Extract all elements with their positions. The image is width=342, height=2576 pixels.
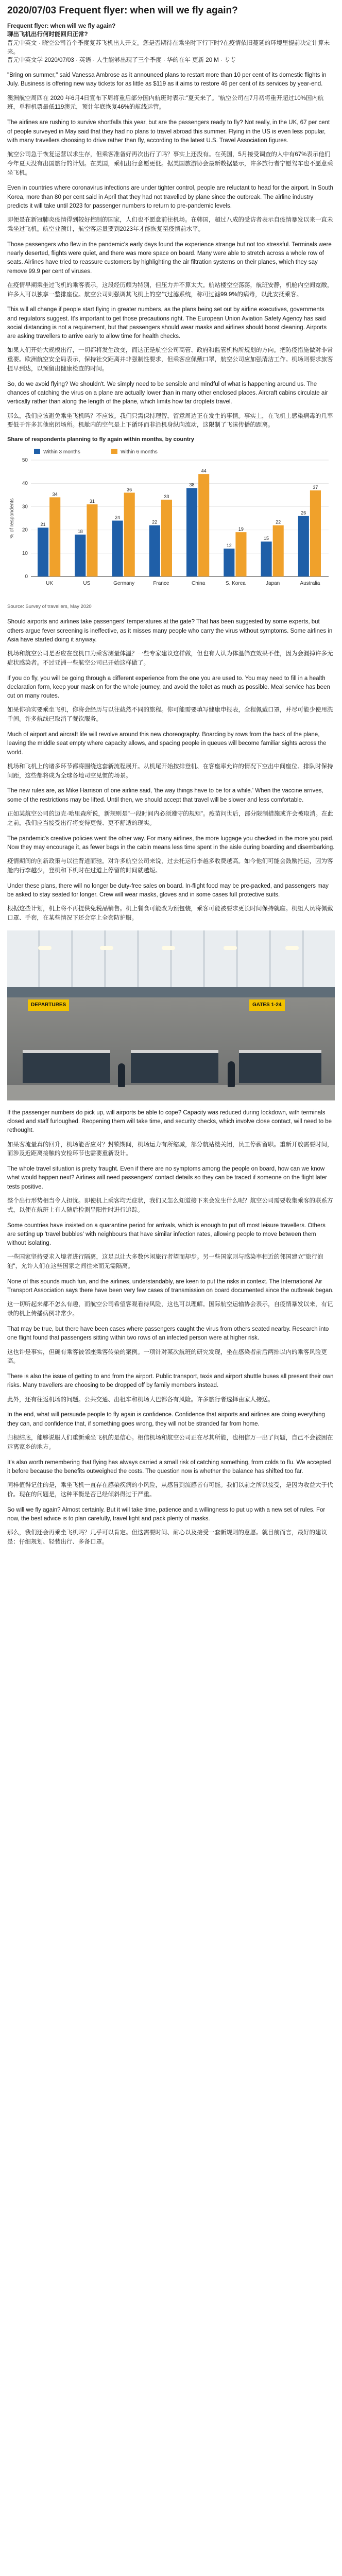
bar — [224, 549, 234, 577]
paragraph-en: That may be true, but there have been cases where passengers caught the virus from others seated nearby. Research into one flight found that passengers sitting within two rows of an infected person were at higher risk. — [7, 1326, 329, 1342]
paragraph-en: In the end, what will persuade people to fly again is confidence. Confidence that airports and airlines are doing everything they can, and confidence that, if something goes wrong, they will not be stranded far from home. — [7, 1412, 325, 1427]
x-tick-label: S. Korea — [225, 581, 246, 587]
paragraph-zh: 根据这些计划，机上将不再提供免税品销售。机上餐食可能改为预包装，乘客可能被要求更长时间保持就座。机组人员将佩戴口罩、手套，在某些情况下还会穿上全套防护服。 — [7, 906, 333, 921]
paragraph-zh: 如果人们开始大规模出行，一切都将发生改变，而这正是航空公司高管、政府和监管机构所规划的方向。把防疫措施做对非常重要。欧洲航空安全局表示，保持社交距离并非强制性要求，但乘客应佩戴口罩，航空公司应加强清洁工作。机场则要求旅客提早到达，以预留出健康检查的时间。 — [7, 347, 333, 372]
x-tick-label: Germany — [113, 581, 135, 587]
bar-value-label: 24 — [115, 515, 121, 520]
airport-hall-photo — [7, 930, 335, 1100]
photo-checkin-desk — [239, 1050, 321, 1083]
bar — [198, 474, 209, 577]
paragraph-zh: 航空公司急于恢复运营以求生存，但乘客准备好再次出行了吗？事实上还没有。在英国，5月接受调查的人中有67%表示他们今年夏天没有出国旅行的计划。在美国，乘机出行意愿更低。据美国旅游协会最新数据显示，许多旅行者宁愿驾车也不愿意乘坐飞机。 — [7, 151, 333, 176]
legend-label: Within 3 months — [43, 449, 80, 455]
paragraph-en: Should airports and airlines take passengers' temperatures at the gate? That has been suggested by some experts, but others argue fever screening is ineffective, as it misses many people who carry the virus without symptoms. Some airlines in Asia have started doing it anyway. — [7, 619, 333, 643]
bar-value-label: 12 — [226, 543, 232, 549]
bar-value-label: 36 — [127, 487, 132, 493]
paragraph-zh: 这也许是事实，但确有乘客被邻座乘客传染的案例。一项针对某次航班的研究发现，坐在感染者前后两排以内的乘客风险更高。 — [7, 1349, 327, 1365]
bar — [75, 535, 86, 577]
photo-lamp — [224, 946, 237, 950]
paragraph-en: So, do we avoid flying? We shouldn't. We simply need to be sensible and mindful of what is happening around us. The chances of catching the virus on a plane are actually lower than in many other enclosed places. Aircraft cabins circulate air vertically rather than along the length of the plane, which limits how far droplets travel. — [7, 381, 328, 405]
article-section-1 — [7, 71, 335, 430]
paragraph-en: Even in countries where coronavirus infections are under tighter control, people are reluctant to head for the airport. In South Korea, more than 80 per cent said in April that they had not travelled by plane since the outbreak. The airline industry predicts it will take until 2023 for passenger numbers to return to pre-pandemic levels. — [7, 185, 333, 209]
paragraph-zh: 机场和飞机上的诸多环节都将围绕这套新流程展开。从机尾开始按排登机、在客座率允许的情况下空出中间座位、排队时保持间距，这些都将成为全球各地司空见惯的场景。 — [7, 763, 333, 779]
byline-zh: 晋元中英文 · 晓空公司首个季度复苏飞机出人开支。您是否期待在乘坐时下行下时?在疫情依旧蔓延的环境里提前决定计算未来。 — [7, 40, 330, 55]
paragraph-zh: 同样值得记住的是，乘坐飞机一直存在感染疾病的小风险，从感冒到流感皆有可能。我们以前之所以接受，是因为收益大于代价。现在的问题是，这种平衡是否已经倾斜得过于严重。 — [7, 1482, 333, 1498]
article-section-3 — [7, 1109, 335, 1547]
paragraph-en: The new rules are, as Mike Harrison of one airline said, 'the way things have to be for a while.' When the vaccine arrives, some of the restrictions may be lifted. Until then, we should accept that travel will be slower and less comfortable. — [7, 788, 323, 803]
legend-label: Within 6 months — [121, 449, 158, 455]
bar — [38, 528, 48, 577]
bar — [149, 526, 160, 577]
paragraph-zh: 此外，还有往返机场的问题。公共交通、出租车和机场大巴都各有风险。许多旅行者选择由家人接送。 — [7, 1396, 274, 1403]
bar-value-label: 22 — [276, 519, 281, 525]
paragraph-zh: 那么，我们应该避免乘坐飞机吗？不应该。我们只需保持理智，留意周边正在发生的事情。事实上，在飞机上感染病毒的几率要低于许多其他密闭场所。机舱内的空气是上下循环而非沿机身纵向流动，这限制了飞沫传播的距离。 — [7, 413, 333, 429]
bar-value-label: 31 — [89, 499, 95, 504]
bar — [261, 541, 272, 577]
bar-value-label: 21 — [40, 522, 46, 528]
date-line-zh: 晋元中英文学 2020/07/03 · 英语 · 人生能够出现了三个季度 · 华的在年 更新 20 M · 专专 — [7, 57, 236, 64]
x-tick-label: Australia — [300, 581, 320, 587]
paragraph-en: None of this sounds much fun, and the airlines, understandably, are keen to put the risks in context. The International Air Transport Association says there have been very few cases of transmission on board documented since the outbreak began. — [7, 1278, 334, 1294]
bar — [298, 516, 309, 577]
x-tick-label: France — [153, 581, 169, 587]
bar-value-label: 37 — [313, 485, 318, 490]
photo-person — [228, 1061, 235, 1087]
paragraph-zh: 澳洲航空周四在 2020 年6月4日宣布下周将重启部分国内航班时表示:"夏天来了。"航空公司在7月初将重开超过10%国内航班，单程机票最低119澳元，预计年底恢复46%的航线运营。 — [7, 95, 324, 111]
x-tick-label: China — [192, 581, 206, 587]
paragraph-zh: 一些国家坚持要求入境者进行隔离，这足以让大多数休闲旅行者望而却步。另一些国家则与感染率相近的邻国建立"旅行泡泡"，允许人们在这些国家之间往来而无需隔离。 — [7, 1254, 323, 1270]
bar — [124, 493, 135, 577]
paragraph-zh: 那么，我们还会再乘坐飞机吗？几乎可以肯定。但这需要时间、耐心以及接受一套新规则的意愿。就目前而言，最好的建议是：仔细规划、轻装出行、多备口罩。 — [7, 1530, 327, 1546]
subtitle-zh: 聊出飞机出行何时能回归正常? — [7, 31, 88, 38]
bar-value-label: 44 — [201, 468, 207, 474]
paragraph-en: It's also worth remembering that flying has always carried a small risk of catching something, from colds to flu. We accepted it before because the benefits outweighed the costs. The question now is whether the balance has shifted too far. — [7, 1459, 331, 1475]
paragraph-zh: 疫情期间的创新政策与以往背道而驰。对许多航空公司来说，过去托运行李越多收费越高。如今他们可能会鼓励托运，因为客舱内行李越少，登机和下机时在过道上停留的时间就越短。 — [7, 858, 333, 874]
paragraph-en: The airlines are rushing to survive shortfalls this year, but are the passengers ready to fly? Not really, in the UK, 67 per cent of people surveyed in May said that they had no plans to travel abroad this summer. Flying in the US is even less popular, with many travellers choosing to drive rather than fly, according to the latest U.S. Travel Association figures. — [7, 120, 330, 144]
bar — [273, 526, 284, 577]
paragraph-en: Those passengers who flew in the pandemic's early days found the experience strange but not too stressful. Terminals were nearly deserted, flights were quiet, and there was more space on board. Many were able to stretch across a whole row of seats. Airlines have tried to reassure customers by highlighting the air filtration systems on their planes, which they say remove 99.9 per cent of viruses. — [7, 241, 332, 275]
y-tick-label: 30 — [22, 504, 28, 510]
bar-value-label: 34 — [52, 492, 58, 497]
paragraph-zh: 即便是在新冠肺炎疫情得到较好控制的国家，人们也不愿意前往机场。在韩国，超过八成的受访者表示自疫情暴发以来一直未乘坐过飞机。航空业预计，航空客运量要到2023年才能恢复至疫情前水平。 — [7, 217, 333, 233]
paragraph-en: This will all change if people start flying in greater numbers, as the plans being set out by airline executives, governments and regulators suggest. It's important to get those precautions right. The European Union Aviation Safety Agency has said social distancing is not a requirement, but that passengers should wear masks and airlines should boost cleaning. Airports are asking travellers to arrive early to allow time for health checks. — [7, 307, 327, 340]
paragraph-en: The pandemic's creative policies went the other way. For many airlines, the more luggage you checked in the more you paid. Now they may encourage it, as fewer bags in the cabin means less time spent in the aisle during boarding and disembarking. — [7, 835, 335, 851]
y-tick-label: 50 — [22, 457, 28, 464]
paragraph-zh: 归根结底，能够说服人们重新乘坐飞机的是信心。相信机场和航空公司正在尽其所能，也相信万一出了问题，自己不会被困在远离家乡的地方。 — [7, 1434, 333, 1450]
bar — [112, 521, 123, 577]
chart-title: Share of respondents planning to fly again within months, by country — [7, 436, 195, 443]
bar-value-label: 15 — [264, 536, 269, 541]
subtitle-en: Frequent flyer: when will we fly again? — [7, 23, 116, 29]
bar — [235, 532, 246, 577]
paragraph-en: There is also the issue of getting to and from the airport. Public transport, taxis and airport shuttle buses all present their own risks. Many travellers are choosing to be dropped off by family members instead. — [7, 1374, 334, 1389]
chart-source: Source: Survey of travellers, May 2020 — [7, 604, 92, 610]
bar-value-label: 22 — [152, 519, 158, 525]
bar — [186, 488, 197, 577]
article-section-2 — [7, 618, 335, 923]
photo-lamp — [100, 946, 113, 950]
photo-sign-gates: GATES 1-24 — [249, 999, 285, 1011]
bar — [49, 498, 60, 577]
paragraph-zh: 机场和航空公司是否应在登机口为乘客测量体温？一些专家建议这样做，但也有人认为体温筛查效果不佳，因为会漏掉许多无症状感染者。不过亚洲一些航空公司已开始这样做了。 — [7, 651, 333, 666]
x-tick-label: UK — [46, 581, 54, 587]
paragraph-en: Under these plans, there will no longer be duty-free sales on board. In-flight food may be pre-packed, and passengers may be asked to stay seated for longer. Crew will wear masks, gloves and in some cases full protective suits. — [7, 883, 329, 898]
paragraph-en: Some countries have insisted on a quarantine period for arrivals, which is enough to put off most leisure travellers. Others are setting up 'travel bubbles' with neighbours that have similar infection rates, allowing people to move between them without isolating. — [7, 1222, 326, 1247]
paragraph-zh: 这一切听起来都不怎么有趣，而航空公司希望客观看待风险，这也可以理解。国际航空运输协会表示，自疫情暴发以来，有记录的机上传播病例非常少。 — [7, 1301, 333, 1317]
photo-ceiling — [7, 930, 335, 987]
paragraph-zh: 整个出行形势相当令人担忧。即使机上乘客均无症状，我们又怎么知道接下来会发生什么呢？航空公司需要收集乘客的联系方式，以便在航班上有人随后检测呈阳性时进行追踪。 — [7, 1197, 333, 1213]
bar-value-label: 38 — [189, 482, 195, 488]
paragraph-zh: 正如某航空公司的迈克·哈里森所说，新规则是"一段时间内必须遵守的规矩"。疫苗问世后，部分限制措施或许会被取消。在此之前，我们应当接受出行将变得更慢、更不舒适的现实。 — [7, 810, 333, 826]
bar — [310, 490, 321, 577]
y-tick-label: 20 — [22, 527, 28, 533]
x-tick-label: Japan — [266, 581, 280, 587]
photo-checkin-desk — [131, 1050, 218, 1083]
paragraph-en: "Bring on summer," said Vanessa Ambrose as it announced plans to restart more than 10 per cent of its domestic flights in July. Business is offering new way tickets for as little as $119 as it aims to restore 46 per cent of its services by year-end. — [7, 72, 327, 88]
bar-value-label: 18 — [77, 529, 83, 534]
bar-value-label: 26 — [301, 510, 306, 516]
y-tick-label: 40 — [22, 481, 28, 487]
paragraph-en: Much of airport and aircraft life will revolve around this new choreography. Boarding by rows from the back of the plane, leaving the middle seat empty where capacity allows, and spacing people in queues will become familiar sights across the world. — [7, 732, 327, 756]
photo-lamp — [285, 946, 299, 950]
country-survey-chart — [7, 436, 335, 609]
photo-lamp — [38, 946, 52, 950]
paragraph-zh: 如果客流量真的回升，机场能否应对？封锁期间，机场运力有所缩减，部分航站楼关闭，员工停薪留职。重新开放需要时间，而涉及近距离接触的安检环节也需要重新设计。 — [7, 1141, 333, 1157]
photo-wall — [7, 987, 335, 997]
paragraph-en: If you do fly, you will be going through a different experience from the one you are used to. You may need to fill in a health declaration form, keep your mask on for the whole journey, and avoid the toilet as much as possible. Meal service has been cut on many routes. — [7, 675, 330, 700]
bar-value-label: 19 — [238, 527, 244, 532]
paragraph-zh: 在疫情早期乘坐过飞机的乘客表示，这段经历颇为特别，但压力并不算太大。航站楼空空荡荡，航班安静，机舱内空间宽敞，许多人可以独享一整排座位。航空公司则强调其飞机上的空气过滤系统，称可过滤99.9%的病毒，以此安抚乘客。 — [7, 282, 333, 298]
paragraph-zh: 如果你确实要乘坐飞机，你将会经历与以往截然不同的旅程。你可能需要填写健康申报表，全程佩戴口罩，并尽可能少使用洗手间。许多航线已取消了餐饮服务。 — [7, 707, 333, 723]
photo-floor — [7, 1085, 335, 1100]
legend-swatch — [34, 449, 40, 454]
photo-checkin-desk — [23, 1050, 110, 1083]
photo-person — [118, 1063, 125, 1087]
y-axis-label: % of respondents — [9, 498, 15, 539]
paragraph-en: The whole travel situation is pretty fraught. Even if there are no symptoms among the people on board, how can we know what would happen next? Airlines will need passengers' contact details so they can be traced if someone on the flight later tests positive. — [7, 1166, 328, 1190]
x-tick-label: US — [83, 581, 91, 587]
paragraph-en: So will we fly again? Almost certainly. But it will take time, patience and a willingness to put up with a new set of rules. For now, the best advice is to plan carefully, travel light and pack plenty of masks. — [7, 1506, 326, 1522]
bar-value-label: 33 — [164, 494, 169, 500]
article-title: 2020/07/03 Frequent flyer: when will we fly again? — [7, 5, 238, 16]
photo-lamp — [162, 946, 175, 950]
photo-sign-departures: DEPARTURES — [28, 999, 69, 1011]
legend-swatch — [111, 449, 117, 454]
chart-svg — [7, 445, 335, 599]
y-tick-label: 0 — [25, 574, 28, 580]
paragraph-en: If the passenger numbers do pick up, will airports be able to cope? Capacity was reduced during lockdown, with terminals closed and staff furloughed. Reopening them will take time, and security checks, which involve close contact, will need to be rethought. — [7, 1109, 332, 1134]
bar — [161, 500, 172, 577]
bar — [87, 504, 97, 577]
y-tick-label: 10 — [22, 551, 28, 557]
